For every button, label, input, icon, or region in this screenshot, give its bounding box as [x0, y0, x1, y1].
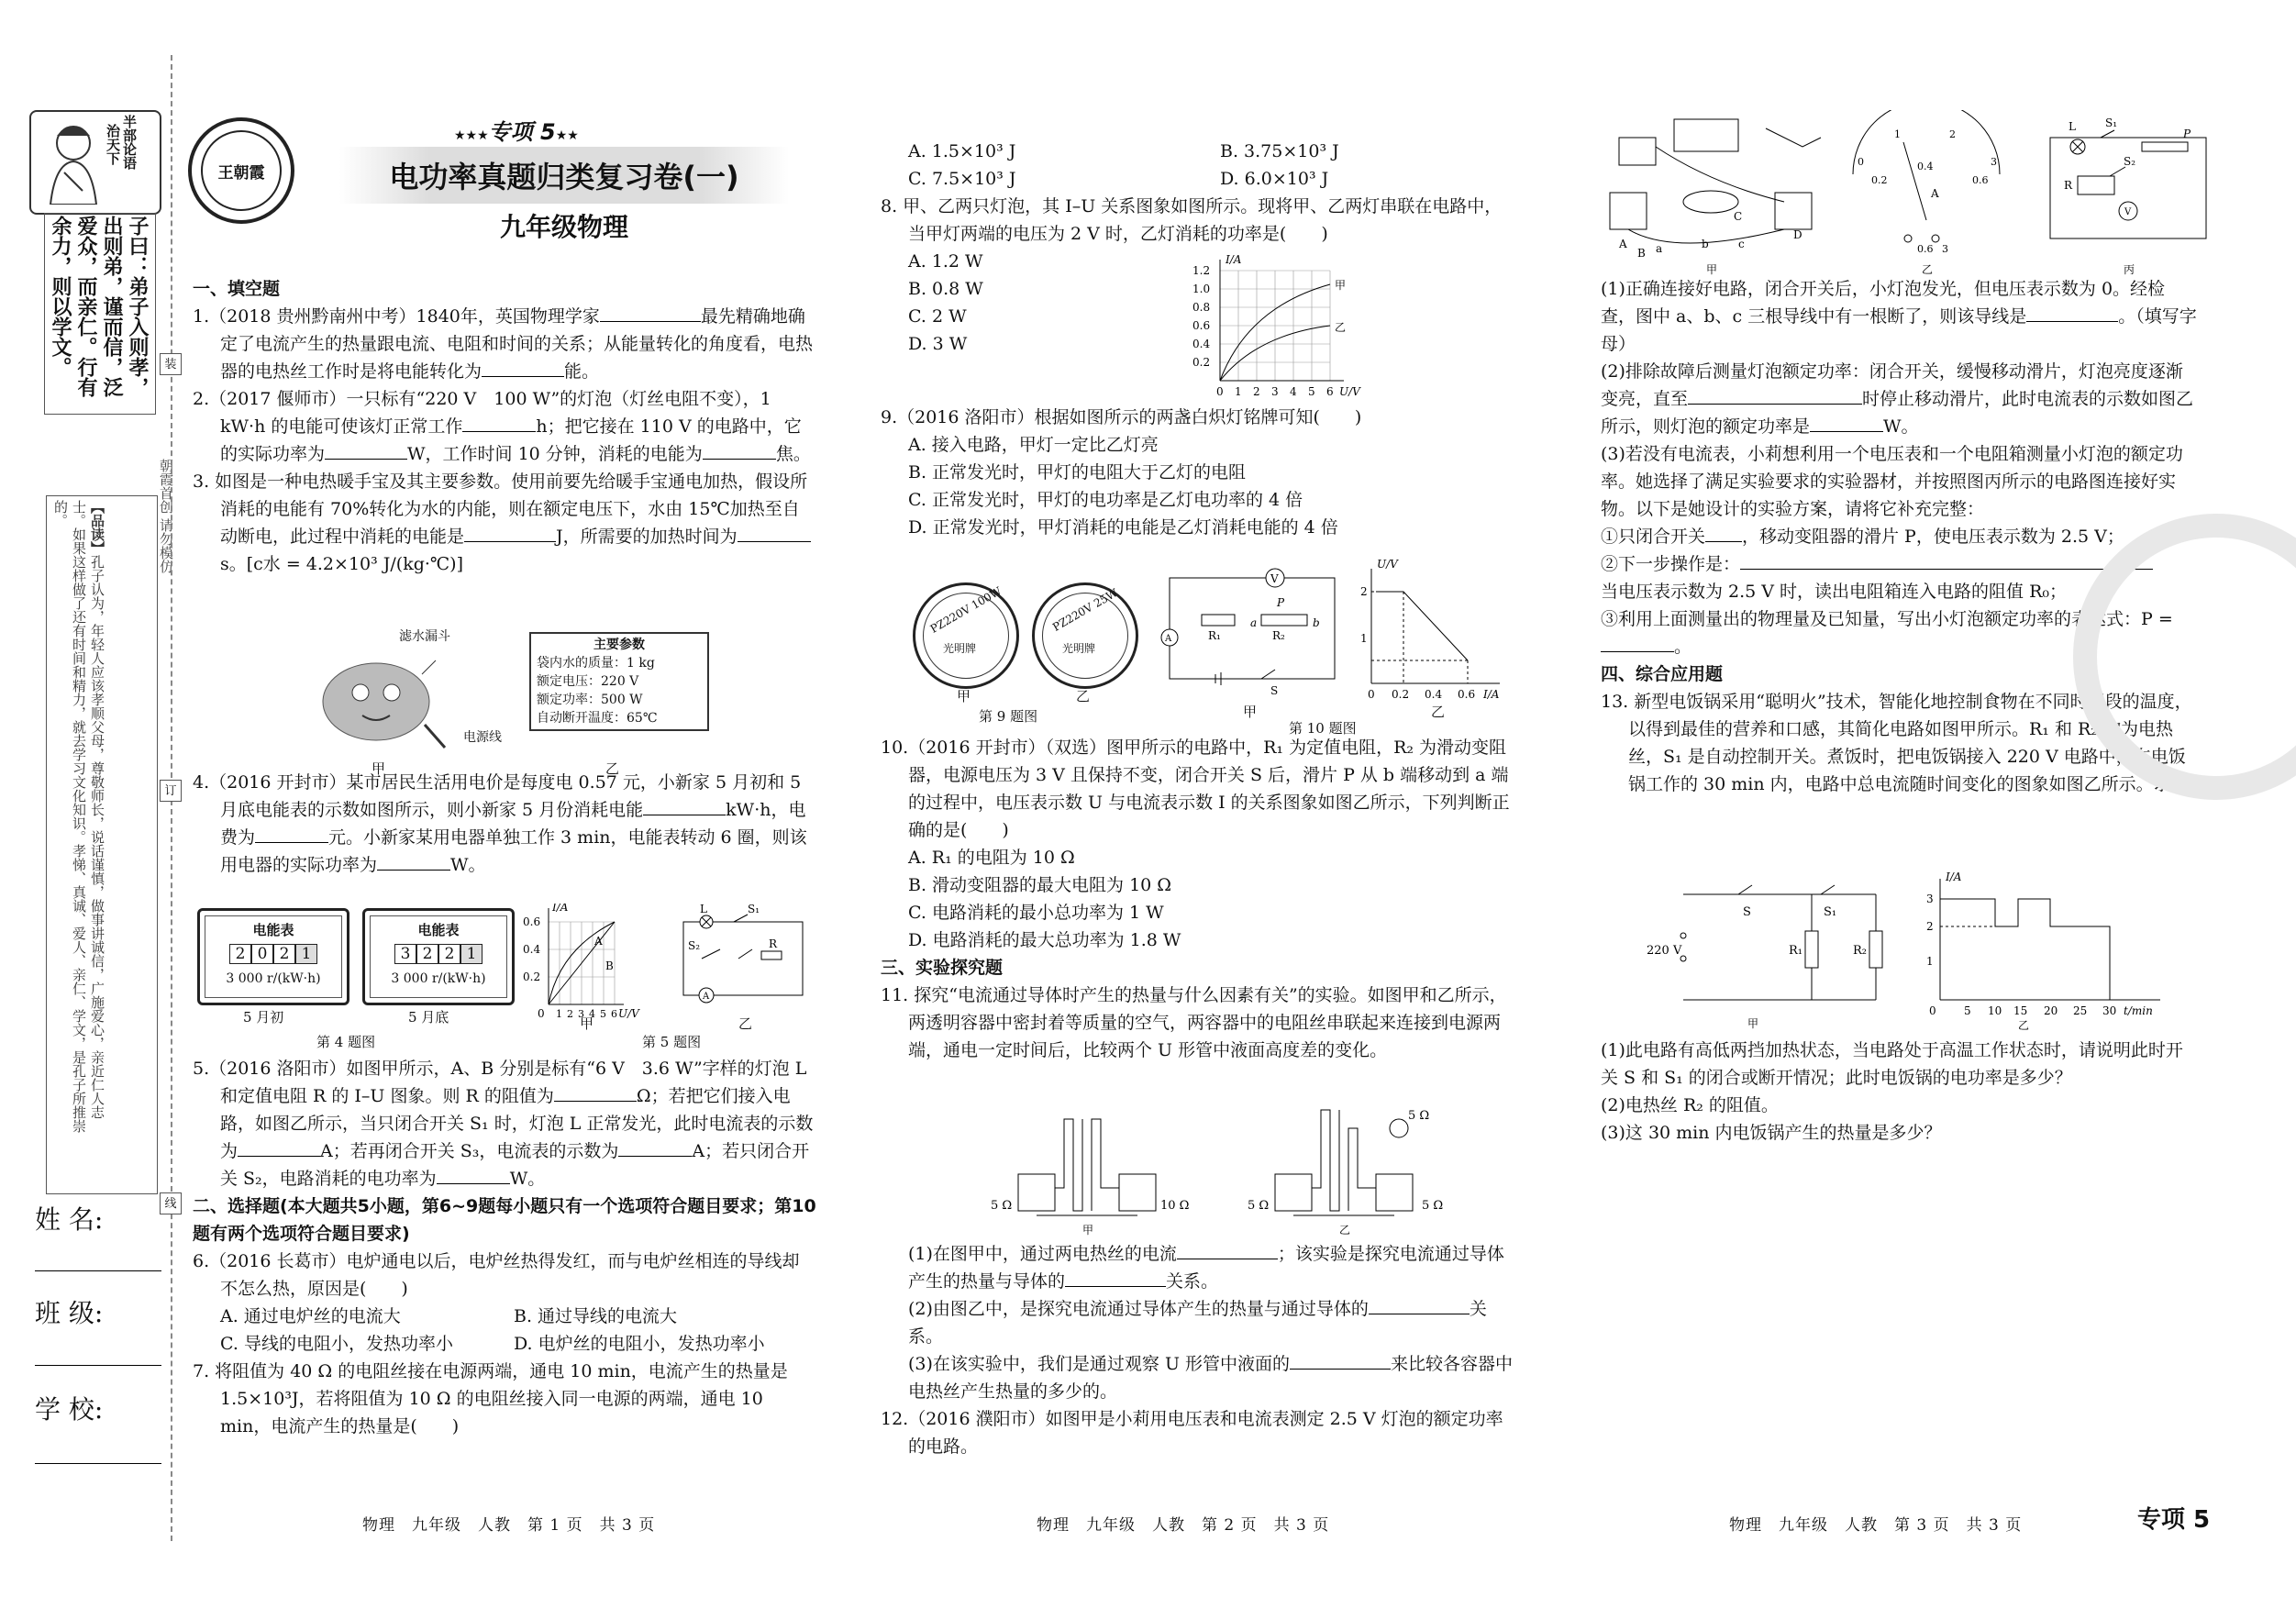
meter-1-cap: 5 月初: [243, 1009, 284, 1026]
logo-text: 王朝霞: [201, 130, 282, 211]
svg-text:R₁: R₁: [1208, 629, 1221, 642]
fig10-caption: 第 10 题图: [1289, 720, 1357, 737]
question-13-1: (1)此电路有高低两挡加热状态，当电路处于高温工作状态时，请说明此时开关 S 和 S₁ 的闭合或断开情况；此时电饭锅的电功率是多少？: [1601, 1040, 2183, 1088]
header-badge: ★★★专项 5★★: [454, 119, 579, 145]
q10-option[interactable]: C. 电路消耗的最小总功率为 1 W: [908, 903, 1164, 923]
svg-text:R: R: [769, 937, 778, 950]
fig3-cap-1: 甲: [372, 760, 386, 777]
column-2b: [881, 404, 1514, 541]
question-10: 10.（2016 开封市）（双选）图甲所示的电路中，R₁ 为定值电阻，R₂ 为滑动变阻器，电源电压为 3 V 且保持不变，闭合开关 S 后，滑片 P 从 b 端移动到 a 端的过程中，电压表示数 U 与电流表示数 I 的关系图象如图乙所示，下列判断正确的是( ): [881, 738, 1510, 840]
svg-text:0.6: 0.6: [1458, 688, 1476, 701]
section-2-heading: 二、选择题(本大题共5小题，第6~9题每小题只有一个选项符合题目要求；第10题有两个选项符合题目要求): [193, 1196, 816, 1244]
question-2: 2.（2017 偃师市）一只标有“220 V 100 W”的灯泡（灯丝电阻不变），1 kW·h 的电能可使该灯正常工作 h；把它接在 110 V 的电路中，它的实际功率为 W，工作时间 10 分钟，消耗的电能为 焦。: [193, 389, 811, 464]
question-7: 7. 将阻值为 40 Ω 的电阻丝接在电源两端，通电 10 min，电流产生的热量是 1.5×10³J，若将阻值为 10 Ω 的电阻丝接入同一电源的两端，通电 10 min，电流产生的热量是( ): [193, 1361, 788, 1436]
q1-blank-2[interactable]: [482, 360, 564, 377]
svg-text:220 V: 220 V: [1647, 944, 1682, 958]
figure-3: [316, 628, 757, 777]
digit: 2: [273, 944, 295, 964]
svg-text:C: C: [1734, 210, 1743, 223]
svg-text:1: 1: [556, 1008, 562, 1020]
svg-text:0.8: 0.8: [1192, 301, 1211, 314]
column-3b: [1601, 1037, 2197, 1147]
fig9-cap-1: 甲: [957, 688, 971, 704]
q9-option[interactable]: B. 正常发光时，甲灯的电阻大于乙灯的电阻: [908, 462, 1247, 482]
bind-mark-2: 订: [160, 780, 182, 802]
svg-text:5: 5: [1964, 1004, 1971, 1017]
svg-text:I/A: I/A: [552, 904, 569, 914]
logo: [188, 117, 294, 224]
question-12-3: (3)若没有电流表，小莉想利用一个电压表和一个电阻箱测量小灯泡的额定功率。她选择了满足实验要求的实验器材，并按照图丙所示的电路图连接好实物。以下是她设计的实验方案，请将它补充完整：: [1601, 444, 2183, 519]
question-3: 3. 如图是一种电热暖手宝及其主要参数。使用前要先给暖手宝通电加热，假设所消耗的电能有 70%转化为水的内能，则在额定电压下，水由 15℃加热至自动断电，此过程中消耗的电能是 J，所需要的加热时间为s。[c水 = 4.2×10³ J/(kg·℃)]: [193, 468, 816, 578]
q7-option[interactable]: B. 3.75×10³ J: [1220, 141, 1339, 161]
q6-option[interactable]: B. 通过导线的电流大: [514, 1306, 678, 1326]
q3-blank-1[interactable]: [464, 525, 556, 542]
svg-text:3: 3: [1991, 156, 1997, 168]
sage-illustration: [37, 117, 110, 205]
figure-4: [197, 908, 518, 1050]
svg-text:3: 3: [1271, 385, 1279, 398]
svg-text:V: V: [1270, 572, 1279, 585]
motto-2: 治天下: [105, 124, 121, 165]
svg-text:A: A: [1619, 238, 1627, 250]
svg-text:P: P: [1277, 596, 1285, 609]
fig5-graph: [523, 904, 816, 1027]
q12-blank-2[interactable]: [1688, 387, 1862, 405]
q3-blank-2[interactable]: [738, 525, 811, 542]
q11-blank-3[interactable]: [1369, 1297, 1470, 1314]
svg-text:0.2: 0.2: [1192, 356, 1211, 369]
question-13: 13. 新型电饭锅采用“聪明火”技术，智能化地控制食物在不同时间段的温度，以得到最佳的营养和口感，其简化电路如图甲所示。R₁ 和 R₂ 均为电热丝，S₁ 是自动控制开关。煮饭时，把电饭锅接入 220 V 电路中，在电饭锅工作的 30 min 内，电路中总电流随时间变化的图象如图乙所示。求：: [1601, 692, 2192, 794]
name-label: 姓 名:: [35, 1204, 104, 1235]
quote: 子曰：弟子入则孝，出则弟，谨而信，泛爱众，而亲仁。行有余力，则以学文。: [49, 216, 150, 397]
svg-text:U/V: U/V: [1339, 385, 1360, 398]
bulb-1: PZ220V 100W 光明牌: [913, 582, 1019, 689]
bind-mark-1: 装: [160, 353, 182, 375]
svg-text:10 Ω: 10 Ω: [1160, 1199, 1190, 1213]
column-2d: [881, 1240, 1514, 1460]
question-12-3c: ③利用上面测量出的物理量及已知量，写出小灯泡额定功率的表达式：P =。: [1601, 609, 2173, 657]
param-row: 袋内水的质量：1 kg: [537, 656, 655, 671]
svg-text:4: 4: [1290, 385, 1297, 398]
question-12-2: (2)排除故障后测量灯泡额定功率：闭合开关，缓慢移动滑片，灯泡亮度逐渐变亮，直至 时停止移动滑片，此时电流表的示数如图乙所示，则灯泡的额定功率是 W。: [1601, 361, 2194, 437]
svg-text:U/V: U/V: [618, 1007, 639, 1020]
current-step-line: [1940, 899, 2110, 1000]
fig5-caption: 第 5 题图: [642, 1034, 702, 1050]
question-6: 6.（2016 长葛市）电炉通电以后，电炉丝热得发红，而与电炉丝相连的导线却不怎么热，原因是( ): [193, 1251, 800, 1299]
svg-text:3: 3: [578, 1008, 584, 1020]
svg-text:25: 25: [2073, 1004, 2088, 1017]
school-label: 学 校:: [35, 1394, 104, 1425]
svg-text:L: L: [2069, 120, 2076, 133]
svg-text:1.2: 1.2: [1192, 264, 1211, 277]
svg-text:S₁: S₁: [1824, 905, 1837, 919]
digit: 1: [460, 944, 482, 964]
svg-text:c: c: [1738, 238, 1745, 250]
svg-text:B: B: [1637, 247, 1646, 260]
svg-text:S₁: S₁: [2105, 116, 2118, 129]
svg-text:V: V: [2124, 207, 2132, 217]
cooker-circuit: [1680, 885, 1882, 1000]
svg-text:a: a: [1250, 616, 1258, 629]
svg-text:6: 6: [1326, 385, 1334, 398]
svg-text:1: 1: [1926, 955, 1934, 968]
svg-text:5 Ω: 5 Ω: [1248, 1199, 1270, 1213]
q7-options: [881, 138, 1514, 193]
fig4-caption: 第 4 题图: [316, 1034, 376, 1050]
question-8: 8. 甲、乙两只灯泡，其 I–U 关系图象如图所示。现将甲、乙两灯串联在电路中，当甲灯两端的电压为 2 V 时，乙灯消耗的功率是( ): [881, 196, 1503, 244]
question-9: 9.（2016 洛阳市）根据如图所示的两盏白炽灯铭牌可知( ): [881, 407, 1362, 427]
q5-blank-2[interactable]: [238, 1139, 320, 1157]
svg-text:1: 1: [1360, 632, 1368, 645]
class-label: 班 级:: [35, 1298, 104, 1328]
fig5-cap-2: 乙: [738, 1015, 753, 1032]
svg-text:甲: 甲: [1706, 263, 1718, 275]
svg-text:乙: 乙: [1922, 263, 1934, 275]
svg-text:2: 2: [567, 1008, 573, 1020]
fig9-cap-2: 乙: [1076, 688, 1091, 704]
svg-text:t/min: t/min: [2124, 1004, 2153, 1017]
q2-blank-3[interactable]: [703, 442, 776, 460]
q8-option[interactable]: D. 3 W: [908, 334, 968, 354]
digit: 2: [416, 944, 438, 964]
q2-blank-2[interactable]: [325, 442, 407, 460]
figure-8: [1183, 252, 1376, 408]
meter-1: 电能表 2 0 2 1 3 000 r/(kW·h): [197, 908, 349, 1005]
svg-text:2: 2: [1949, 128, 1956, 140]
svg-text:甲: 甲: [1335, 279, 1347, 292]
svg-text:乙: 乙: [1339, 1224, 1351, 1237]
q7-option[interactable]: A. 1.5×10³ J: [908, 141, 1016, 161]
page-title: 电功率真题归类复习卷(一): [389, 160, 739, 194]
svg-text:5: 5: [1308, 385, 1315, 398]
q10-option[interactable]: B. 滑动变阻器的最大电阻为 10 Ω: [908, 875, 1172, 895]
fig10-line: [1376, 592, 1468, 660]
figure-11: [991, 1101, 1468, 1238]
question-11-1: (1)在图甲中，通过两电热丝的电流 ；该实验是探究电流通过导体产生的热量与导体的 关系。: [908, 1244, 1504, 1292]
q6-options: [193, 1303, 816, 1358]
bulb-2: PZ220V 25W 光明牌: [1032, 582, 1138, 689]
svg-text:甲: 甲: [1747, 1017, 1759, 1030]
svg-text:0: 0: [1368, 688, 1375, 701]
question-12-3a: ①只闭合开关 ，移动变阻器的滑片 P，使电压表示数为 2.5 V；: [1601, 527, 2124, 547]
fig9-caption: 第 9 题图: [979, 708, 1038, 725]
svg-text:I/A: I/A: [1226, 253, 1242, 266]
q7-option[interactable]: D. 6.0×10³ J: [1220, 169, 1329, 189]
fig12-apparatus: [1610, 119, 1821, 243]
svg-text:乙: 乙: [1335, 321, 1347, 334]
svg-text:20: 20: [2044, 1004, 2058, 1017]
question-12-3b: ②下一步操作是：: [1601, 550, 2197, 578]
params-table: [529, 632, 709, 731]
figure-5: [523, 904, 816, 1055]
svg-text:5: 5: [600, 1008, 606, 1020]
q12-blank-6[interactable]: [1601, 635, 1674, 652]
fig10-cap-2: 乙: [1431, 704, 1446, 720]
column-1: [193, 275, 816, 578]
q11-blank-4[interactable]: [1290, 1352, 1391, 1370]
svg-text:1: 1: [1235, 385, 1242, 398]
svg-text:1: 1: [1894, 128, 1901, 140]
q2-blank-1[interactable]: [462, 415, 536, 432]
figure-10: [1151, 555, 1509, 737]
svg-text:S: S: [1270, 684, 1279, 697]
column-2c: [881, 734, 1514, 1064]
q12-blank-1[interactable]: [2026, 305, 2118, 322]
section-3-heading: 三、实验探究题: [881, 958, 1004, 978]
params-title: 主要参数: [593, 638, 645, 652]
meter-2-cap: 5 月底: [408, 1009, 449, 1026]
fig10-cap-1: 甲: [1243, 704, 1258, 720]
svg-text:I/A: I/A: [1946, 871, 1962, 883]
svg-text:R₂: R₂: [1272, 629, 1285, 642]
column-1b: [193, 769, 816, 879]
commentary: 【品读】孔子认为，年轻人应该孝顺父母，尊敬师长，说话谨慎，做事讲诚信，广施爱心，亲近仁人志士。如果这样做了还有时间和精力，就去学习文化知识。孝悌、真诚、爱人、亲仁、学文，是孔子所推崇的。: [52, 500, 105, 1133]
bind-mark-3: 线: [160, 1192, 182, 1214]
svg-text:4: 4: [589, 1008, 595, 1020]
q5-blank-3[interactable]: [618, 1139, 692, 1157]
svg-text:15: 15: [2013, 1004, 2028, 1017]
meter-2: 电能表 3 2 2 1 3 000 r/(kW·h): [362, 908, 515, 1005]
q10-option[interactable]: A. R₁ 的电阻为 10 Ω: [908, 848, 1075, 868]
corner-badge: 专项 5: [2137, 1506, 2211, 1534]
apparatus-jia: [1018, 1119, 1156, 1215]
svg-text:S: S: [1743, 905, 1751, 919]
svg-text:P: P: [2183, 128, 2191, 140]
fig5-cap-1: 甲: [580, 1015, 594, 1032]
param-row: 额定功率：500 W: [537, 693, 643, 707]
figure-9: [913, 578, 1151, 725]
question-13-2: (2)电热丝 R₂ 的阻值。: [1601, 1095, 1779, 1115]
q4-blank-1[interactable]: [643, 798, 726, 815]
svg-text:2: 2: [1253, 385, 1260, 398]
name-field[interactable]: [35, 1270, 161, 1271]
svg-text:3: 3: [1926, 893, 1934, 905]
svg-text:A: A: [703, 992, 710, 1002]
svg-text:b: b: [1702, 238, 1709, 250]
fig12-circuit: [2050, 130, 2206, 238]
q6-option[interactable]: C. 导线的电阻小，发热功率小: [220, 1334, 453, 1354]
school-field[interactable]: [35, 1463, 161, 1464]
digit: 3: [394, 944, 416, 964]
page-subtitle: 九年级物理: [499, 212, 628, 242]
svg-text:0.4: 0.4: [1425, 688, 1443, 701]
svg-text:A: A: [1165, 634, 1172, 644]
param-row: 额定电压：220 V: [537, 674, 639, 689]
question-11-3: (3)在该实验中，我们是通过观察 U 形管中液面的 来比较各容器中电热丝产生热量的多少的。: [908, 1354, 1514, 1402]
section-1-heading: 一、填空题: [193, 279, 281, 299]
q5-blank-1[interactable]: [554, 1084, 637, 1102]
question-13-3: (3)这 30 min 内电饭锅产生的热量是多少？: [1601, 1123, 1942, 1143]
column-1c: [193, 1055, 816, 1440]
digit: 1: [295, 944, 317, 964]
svg-text:L: L: [700, 904, 707, 915]
svg-text:0.4: 0.4: [523, 943, 541, 956]
apparatus-yi: [1275, 1110, 1413, 1215]
question-12-3b2: 当电压表示数为 2.5 V 时，读出电阻箱连入电路的阻值 R₀；: [1601, 582, 2068, 602]
svg-text:S₂: S₂: [2124, 155, 2136, 168]
commentary-box: [46, 495, 158, 1194]
svg-text:0.4: 0.4: [1192, 338, 1211, 350]
funnel-label: 滤水漏斗: [399, 629, 450, 644]
question-1: 1.（2018 贵州黔南州中考）1840年，英国物理学家 最先精确地确定了电流产生的热量跟电流、电阻和时间的关系；从能量转化的角度看，电热器的电热丝工作时是将电能转化为 能。: [193, 306, 814, 382]
svg-text:乙: 乙: [2018, 1019, 2030, 1032]
svg-text:5 Ω: 5 Ω: [1408, 1109, 1430, 1123]
svg-text:S₁: S₁: [748, 904, 760, 915]
svg-text:R₁: R₁: [1789, 944, 1802, 958]
footer-page-2: 物理 九年级 人教 第 2 页 共 3 页: [1037, 1516, 1330, 1535]
svg-text:0.6: 0.6: [1917, 243, 1934, 255]
question-12-1: (1)正确连接好电路，闭合开关后，小灯泡发光，但电压表示数为 0。经检查，图中 a、b、c 三根导线中有一根断了，则该导线是 。（填写字母）: [1601, 279, 2197, 354]
svg-text:丙: 丙: [2124, 263, 2135, 275]
svg-text:甲: 甲: [1082, 1224, 1094, 1237]
digit: 2: [229, 944, 251, 964]
svg-text:S₂: S₂: [688, 939, 701, 952]
svg-text:a: a: [1656, 242, 1663, 255]
hand-warmer-illustration: [316, 638, 463, 757]
q9-option[interactable]: A. 接入电路，甲灯一定比乙灯亮: [908, 435, 1159, 455]
figure-12: [1601, 110, 2224, 275]
fig5-circuit: [683, 915, 803, 1003]
svg-text:D: D: [1793, 228, 1802, 241]
q1-blank-1[interactable]: [600, 305, 701, 322]
svg-text:B: B: [605, 959, 614, 972]
svg-text:I/A: I/A: [1483, 688, 1500, 701]
footer-page-1: 物理 九年级 人教 第 1 页 共 3 页: [362, 1516, 656, 1535]
svg-text:A: A: [594, 935, 603, 948]
q4-blank-3[interactable]: [377, 853, 450, 871]
svg-text:30: 30: [2102, 1004, 2117, 1017]
footer-page-3: 物理 九年级 人教 第 3 页 共 3 页: [1729, 1516, 2023, 1535]
svg-text:0.4: 0.4: [1917, 161, 1934, 172]
svg-text:3: 3: [1942, 243, 1948, 255]
fig3-cap-2: 乙: [605, 760, 620, 777]
q7-option[interactable]: C. 7.5×10³ J: [908, 169, 1016, 189]
svg-text:0: 0: [1858, 156, 1864, 168]
q8-option[interactable]: C. 2 W: [908, 306, 967, 327]
question-5: 5.（2016 洛阳市）如图甲所示，A、B 分别是标有“6 V 3.6 W”字样的灯泡 L 和定值电阻 R 的 I–U 图象。则 R 的阻值为 Ω；若把它们接入电路，如图乙所示，当只闭合开关 S₁ 时，灯泡 L 正常发光，此时电流表的示数为 A；若再闭合开关 S₃，电流表的示数为 A；若只闭合开关 S₂，电路消耗的电功率为 W。: [193, 1059, 814, 1189]
svg-text:U/V: U/V: [1377, 558, 1398, 571]
q6-option[interactable]: D. 电炉丝的电阻小，发热功率小: [514, 1334, 765, 1354]
q8-option[interactable]: B. 0.8 W: [908, 279, 983, 299]
svg-text:5 Ω: 5 Ω: [1422, 1199, 1444, 1213]
svg-text:2: 2: [1926, 920, 1934, 933]
q12-blank-4[interactable]: [1705, 525, 1742, 542]
svg-text:A: A: [1931, 187, 1939, 200]
svg-text:0.2: 0.2: [1392, 688, 1410, 701]
q9-option[interactable]: C. 正常发光时，甲灯的电功率是乙灯电功率的 4 倍: [908, 490, 1303, 510]
q11-blank-1[interactable]: [1177, 1242, 1278, 1259]
digit: 2: [438, 944, 460, 964]
svg-text:0: 0: [538, 1007, 545, 1020]
question-12: 12.（2016 濮阳市）如图甲是小莉用电压表和电流表测定 2.5 V 灯泡的额定功率的电路。: [881, 1409, 1503, 1457]
svg-text:6: 6: [611, 1008, 617, 1020]
q6-option[interactable]: A. 通过电炉丝的电流大: [220, 1306, 401, 1326]
svg-text:10: 10: [1988, 1004, 2002, 1017]
svg-text:0.6: 0.6: [523, 915, 541, 928]
cord-label: 电源线: [463, 730, 502, 745]
svg-text:1.0: 1.0: [1192, 283, 1211, 295]
svg-text:0.2: 0.2: [523, 970, 541, 983]
svg-text:R: R: [2064, 179, 2073, 192]
digit: 0: [251, 944, 273, 964]
svg-text:0.6: 0.6: [1972, 174, 1989, 186]
class-field[interactable]: [35, 1365, 161, 1366]
motto: 半部论语: [121, 115, 138, 170]
q11-blank-2[interactable]: [1065, 1270, 1166, 1287]
left-strip: [0, 0, 183, 1597]
svg-text:0: 0: [1216, 385, 1224, 398]
svg-text:0: 0: [1929, 1004, 1936, 1017]
q4-blank-2[interactable]: [255, 826, 328, 843]
svg-text:0.2: 0.2: [1871, 174, 1888, 186]
svg-text:b: b: [1313, 616, 1320, 629]
param-row: 自动断开温度：65℃: [537, 711, 658, 726]
question-11: 11. 探究“电流通过导体时产生的热量与什么因素有关”的实验。如图甲和乙所示，两透明容器中密封着等质量的空气，两容器中的电阻丝串联起来连接到电源两端，通电一定时间后，比较两个 U 形管中液面高度差的变化。: [881, 985, 1507, 1060]
q8-option[interactable]: A. 1.2 W: [908, 251, 983, 272]
q9-option[interactable]: D. 正常发光时，甲灯消耗的电能是乙灯消耗电能的 4 倍: [908, 517, 1338, 538]
quote-box: [44, 213, 156, 415]
q10-option[interactable]: D. 电路消耗的最大总功率为 1.8 W: [908, 930, 1181, 950]
question-11-2: (2)由图乙中，是探究电流通过导体产生的热量与通过导体的 关系。: [908, 1299, 1487, 1347]
side-note: 朝霞首创 请勿模仿: [158, 459, 174, 573]
q5-blank-4[interactable]: [437, 1167, 510, 1184]
question-4: 4.（2016 开封市）某市居民生活用电价是每度电 0.57 元，小新家 5 月初和 5 月底电能表的示数如图所示，则小新家 5 月份消耗电能 kW·h，电费为 元。小新家某用电器单独工作 3 min，电能表转动 6 圈，则该用电器的实际功率为 W。: [193, 772, 807, 875]
q12-blank-5[interactable]: [1740, 552, 2153, 570]
q12-blank-3[interactable]: [1810, 415, 1883, 432]
svg-text:R₂: R₂: [1853, 944, 1867, 958]
figure-13: [1628, 871, 2179, 1032]
svg-text:2: 2: [1360, 585, 1368, 598]
svg-text:5 Ω: 5 Ω: [991, 1199, 1013, 1213]
svg-text:0.6: 0.6: [1192, 319, 1211, 332]
section-4-heading: 四、综合应用题: [1601, 664, 1724, 684]
